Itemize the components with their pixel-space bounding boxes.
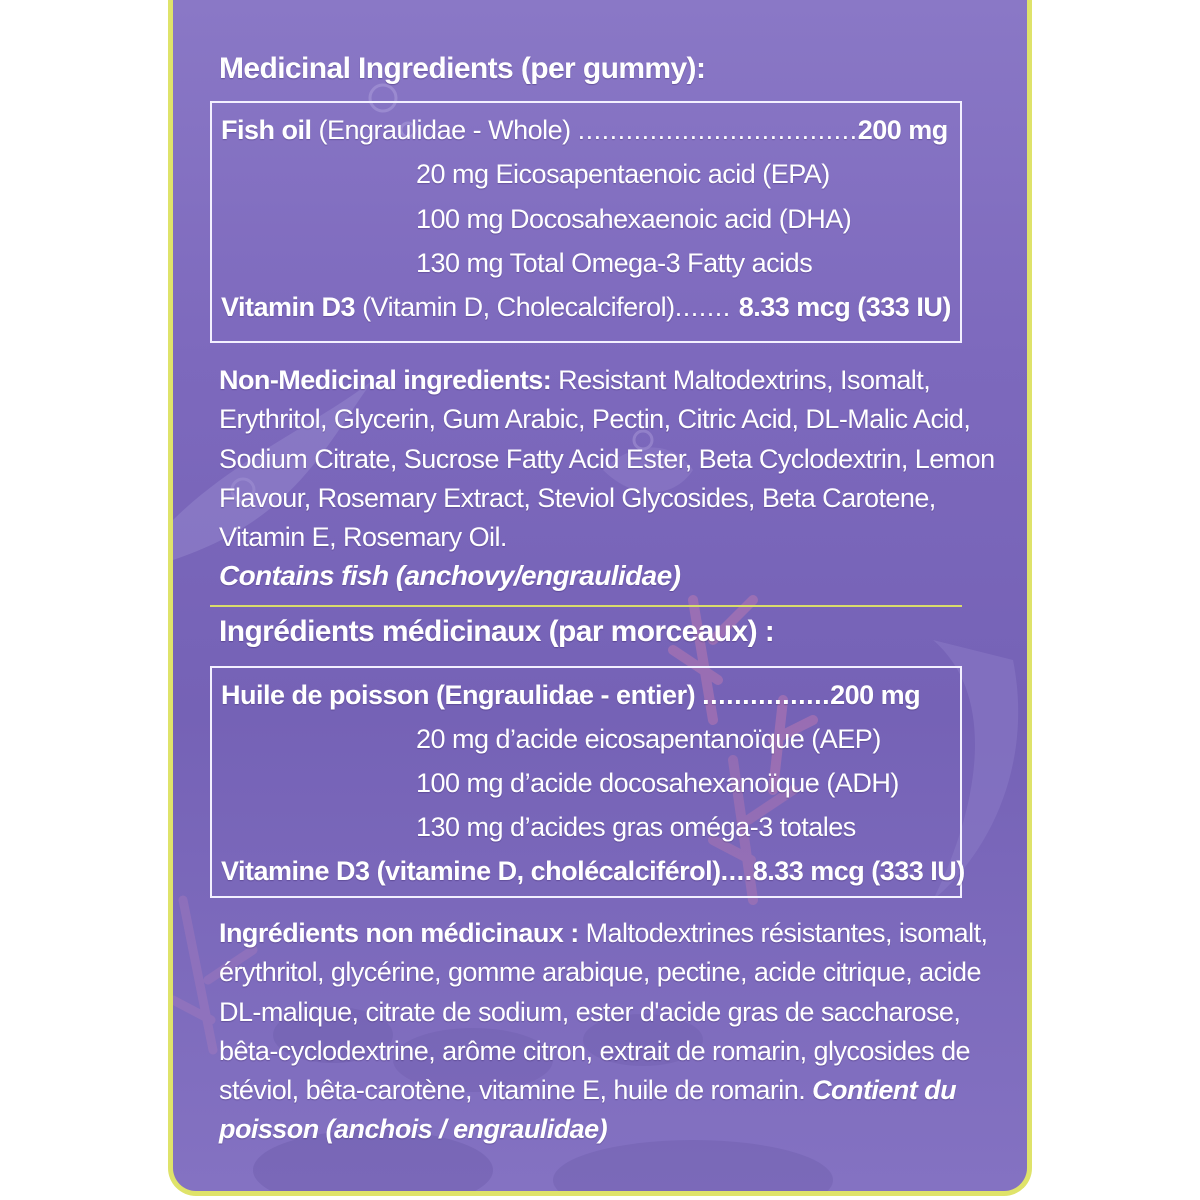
fish-oil-dots-fr: ................ <box>702 680 831 710</box>
medicinal-ingredients-heading-fr: Ingrédients médicinaux (par morceaux) : <box>219 615 775 648</box>
omega3-row-fr: 130 mg d’acides gras oméga-3 totales <box>416 812 856 842</box>
vitamin-d3-name: Vitamin D3 <box>221 292 356 322</box>
allergen-warning-fr: Contient du poisson (anchois / engraulidae) <box>219 1075 957 1145</box>
epa-row-fr: 20 mg d’acide eicosapentanoïque (AEP) <box>416 724 881 754</box>
language-divider <box>210 605 962 607</box>
fish-oil-amount-fr: 200 mg <box>830 680 921 710</box>
vitamin-d3-dots: ....... <box>674 292 739 322</box>
vitamin-d3-name-fr: Vitamine D3 (vitamine D, cholécalciférol) <box>221 856 721 886</box>
dha-row-fr: 100 mg d’acide docosahexanoïque (ADH) <box>416 768 899 798</box>
non-medicinal-ingredients-fr <box>219 914 1009 1150</box>
fish-oil-source: (Engraulidae - Whole) <box>311 115 578 145</box>
non-medicinal-list-fr: Maltodextrines résistantes, isomalt, érythritol, glycérine, gomme arabique, pectine, acide citrique, acide DL-malique, citrate de sodium, ester d'acide gras de saccharose, bêta-cyclodextrine, arôme citron, extrait de romarin, glycosides de stéviol, bêta-carotène, vitamine E, huile de romarin. <box>219 918 988 1106</box>
fish-oil-row-fr <box>221 680 920 711</box>
fish-oil-name-fr: Huile de poisson (Engraulidae - entier) <box>221 680 703 710</box>
supplement-label-panel <box>168 0 1032 1196</box>
vitamin-d3-dots-fr: .... <box>720 856 753 886</box>
non-medicinal-label: Non-Medicinal ingredients: <box>219 365 552 395</box>
vitamin-d3-amount-fr: 8.33 mcg (333 IU) <box>752 856 965 886</box>
fish-oil-row <box>221 115 948 146</box>
allergen-warning: Contains fish (anchovy/engraulidae) <box>219 560 681 591</box>
epa-row: 20 mg Eicosapentaenoic acid (EPA) <box>416 159 830 189</box>
fish-oil-name: Fish oil <box>221 115 312 145</box>
vitamin-d3-row <box>221 292 951 323</box>
dha-row: 100 mg Docosahexaenoic acid (DHA) <box>416 204 852 234</box>
vitamin-d3-row-fr <box>221 856 965 887</box>
non-medicinal-ingredients <box>219 361 1009 557</box>
medicinal-ingredients-box <box>210 101 962 343</box>
non-medicinal-list: Resistant Maltodextrins, Isomalt, Erythritol, Glycerin, Gum Arabic, Pectin, Citric Acid, DL-Malic Acid, Sodium Citrate, Sucrose Fatty Acid Ester, Beta Cyclodextrin, Lemon Flavour, Rosemary Extract, Steviol Glycosides, Beta Carotene, Vitamin E, Rosemary Oil. <box>219 365 995 553</box>
fish-oil-dots: ................................... <box>577 115 858 145</box>
medicinal-ingredients-box-fr <box>210 666 965 898</box>
omega3-row: 130 mg Total Omega-3 Fatty acids <box>416 248 813 278</box>
non-medicinal-label-fr: Ingrédients non médicinaux : <box>219 918 579 948</box>
medicinal-ingredients-heading: Medicinal Ingredients (per gummy): <box>219 52 706 85</box>
label-content <box>173 0 1032 1196</box>
vitamin-d3-source: (Vitamin D, Cholecalciferol) <box>355 292 675 322</box>
vitamin-d3-amount: 8.33 mcg (333 IU) <box>738 292 951 322</box>
fish-oil-amount: 200 mg <box>857 115 948 145</box>
